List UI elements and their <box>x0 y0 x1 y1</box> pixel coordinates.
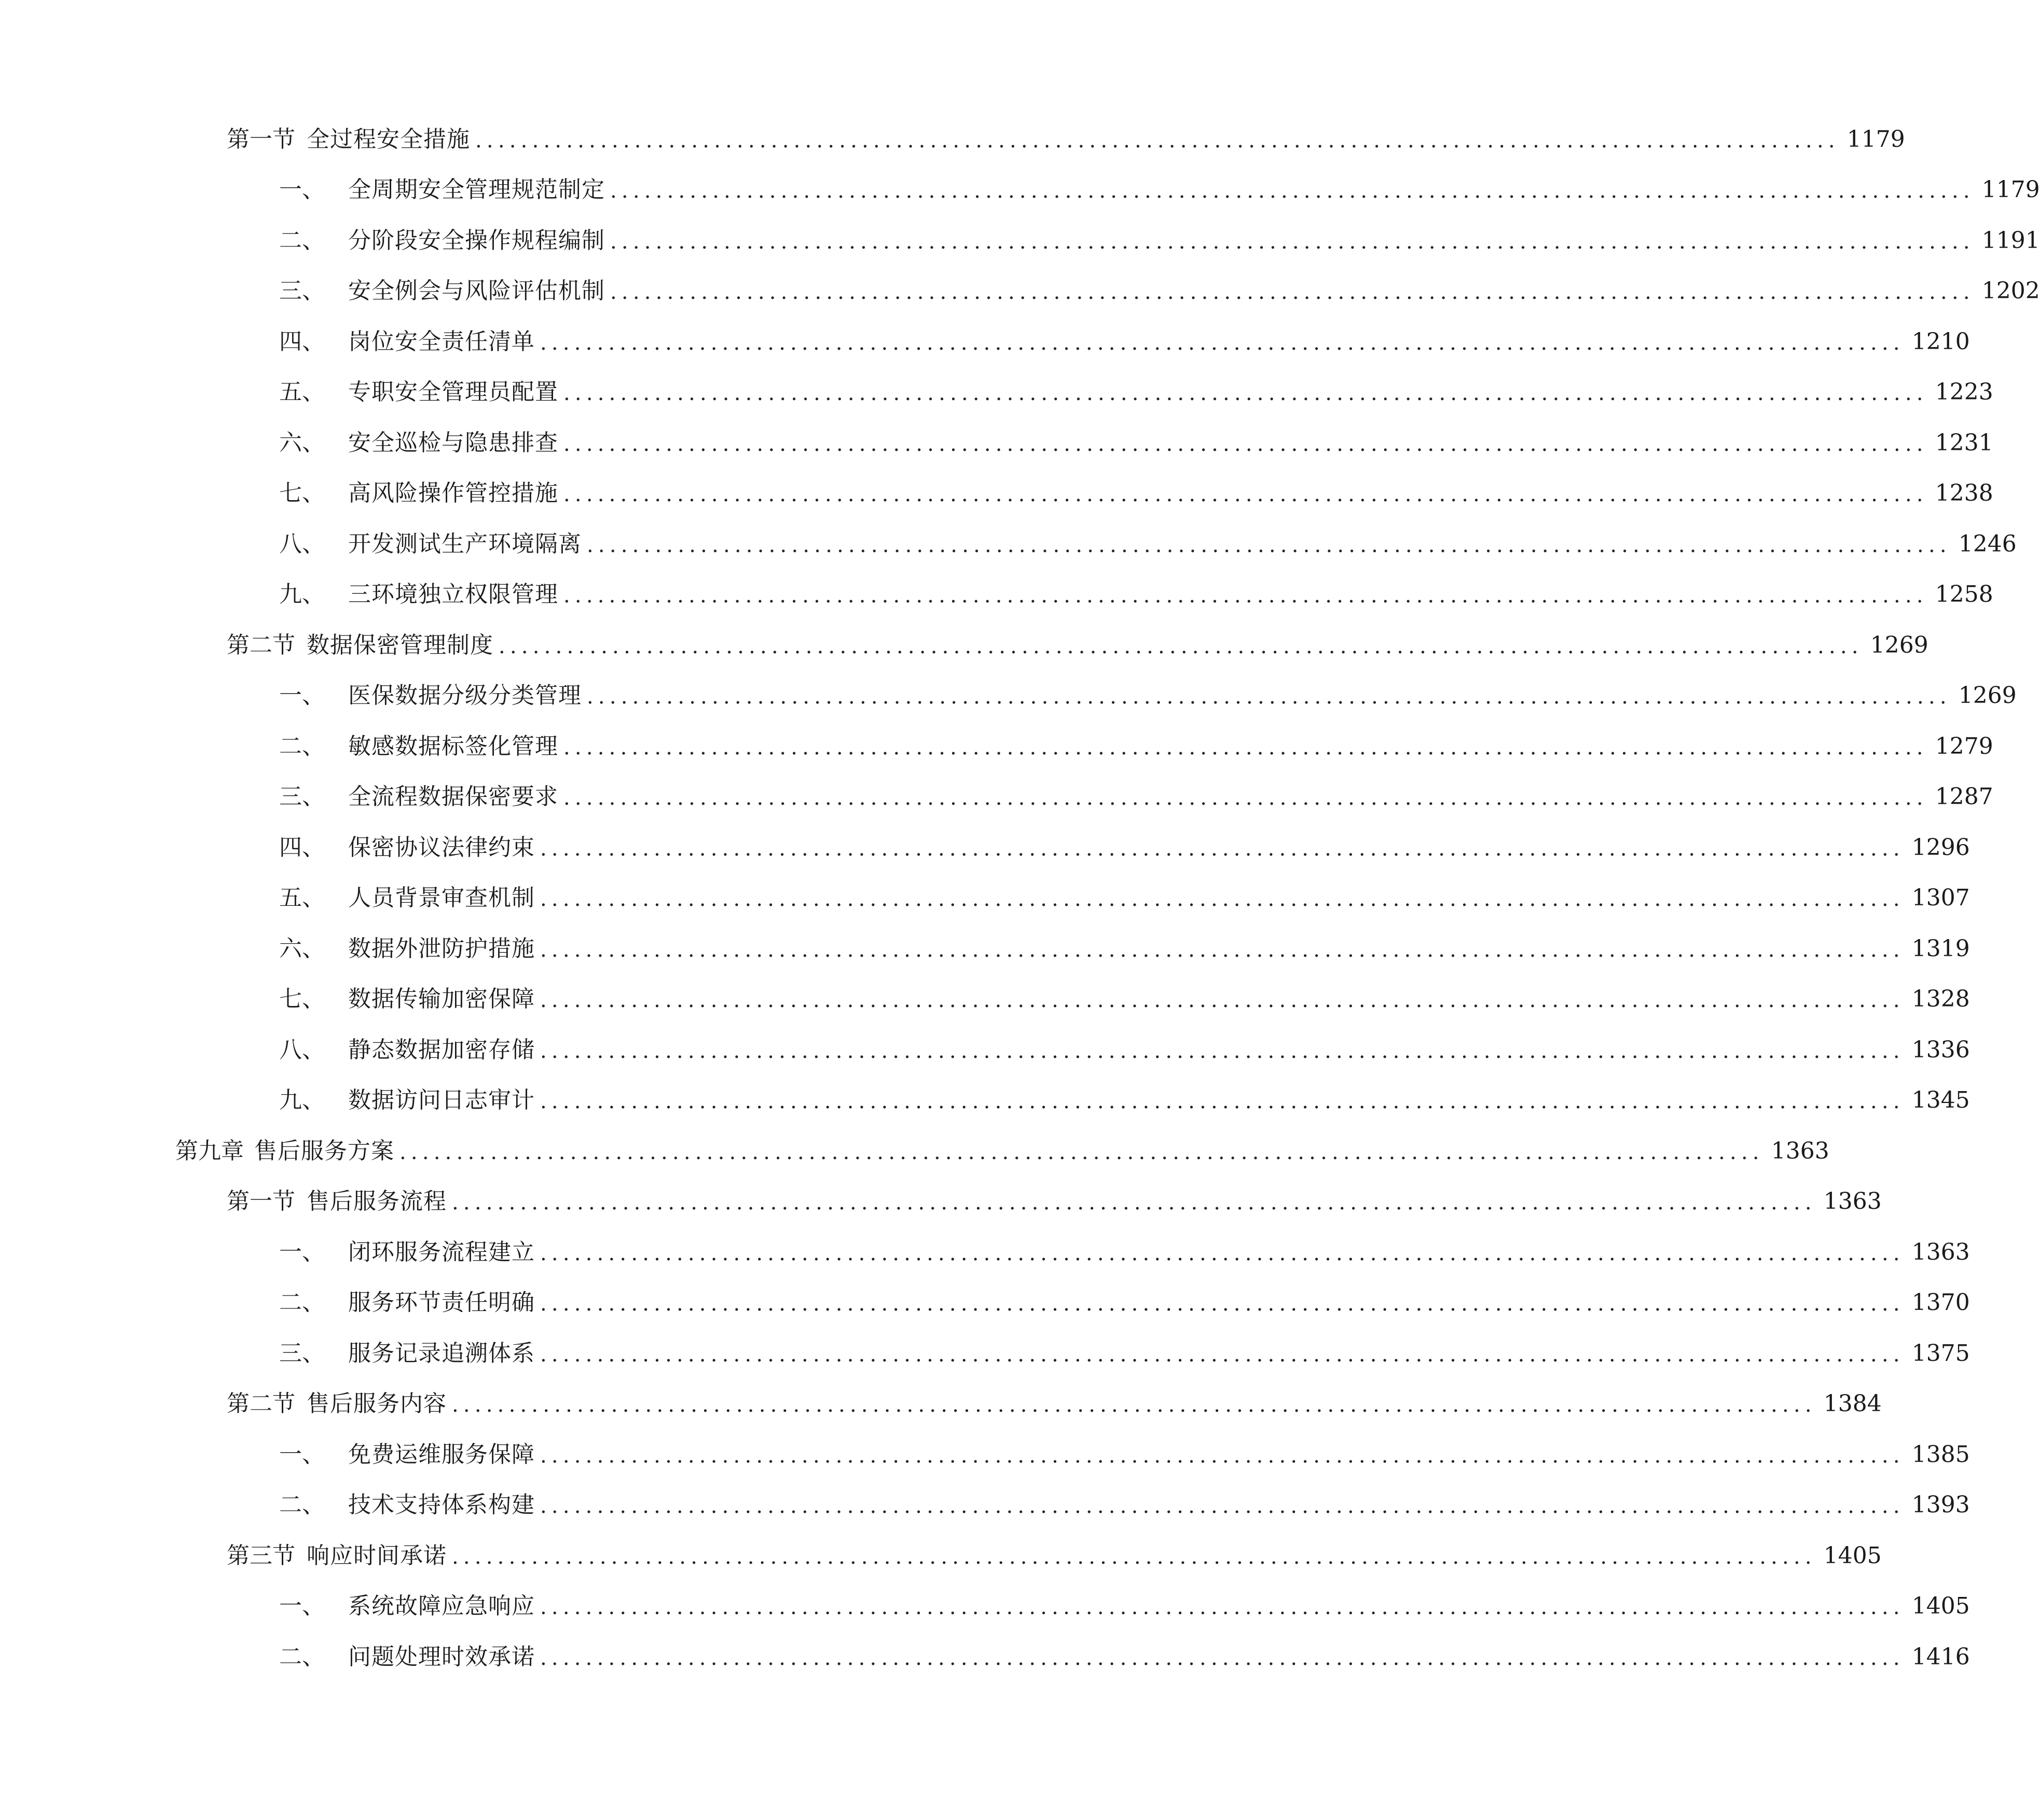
toc-entry-title: 敏感数据标签化管理 <box>348 733 558 760</box>
toc-entry-page: 1328 <box>1911 986 1970 1013</box>
toc-dot-leader: ........................................................................................................................ <box>452 1393 1816 1417</box>
toc-entry-number: 九、 <box>279 581 325 608</box>
toc-entry-number: 一、 <box>279 1238 325 1265</box>
table-of-contents <box>0 114 2040 1683</box>
toc-entry-number: 第二节 <box>227 1390 295 1417</box>
toc-entry-item[interactable] <box>0 316 1970 367</box>
toc-entry-number: 七、 <box>279 986 325 1013</box>
toc-entry-title: 全周期安全管理规范制定 <box>348 176 605 203</box>
toc-entry-number: 四、 <box>279 328 325 355</box>
toc-entry-item[interactable] <box>0 671 2017 722</box>
toc-entry-item[interactable] <box>0 570 1993 621</box>
toc-entry-item[interactable] <box>0 215 2040 266</box>
toc-entry-item[interactable] <box>0 519 2017 570</box>
toc-entry-section[interactable] <box>0 1379 1882 1430</box>
toc-entry-section[interactable] <box>0 1177 1882 1228</box>
toc-entry-title: 数据保密管理制度 <box>307 631 493 658</box>
toc-entry-item[interactable] <box>0 418 1993 468</box>
toc-entry-page: 1363 <box>1823 1188 1882 1215</box>
toc-entry-title: 人员背景审查机制 <box>348 885 535 912</box>
toc-entry-number: 五、 <box>279 379 325 406</box>
toc-entry-number: 二、 <box>279 1492 325 1519</box>
toc-entry-number: 八、 <box>279 530 325 557</box>
toc-entry-page: 1279 <box>1935 733 1993 760</box>
toc-entry-item[interactable] <box>0 266 2040 317</box>
toc-entry-number: 六、 <box>279 935 325 962</box>
toc-entry-number: 二、 <box>279 733 325 760</box>
toc-entry-title: 数据访问日志审计 <box>348 1087 535 1114</box>
toc-entry-number: 三、 <box>279 278 325 305</box>
toc-entry-chapter[interactable] <box>0 1126 1829 1177</box>
toc-dot-leader: ........................................................................................................................ <box>540 988 1905 1013</box>
toc-dot-leader: ........................................................................................................................ <box>475 128 1840 153</box>
toc-entry-item[interactable] <box>0 721 1993 772</box>
toc-entry-item[interactable] <box>0 1227 1970 1278</box>
toc-entry-page: 1238 <box>1935 480 1993 507</box>
toc-entry-page: 1223 <box>1935 379 1993 406</box>
toc-entry-item[interactable] <box>0 468 1993 519</box>
toc-entry-page: 1405 <box>1911 1593 1970 1620</box>
toc-entry-page: 1246 <box>1958 530 2017 557</box>
toc-dot-leader: ........................................................................................................................ <box>540 1342 1905 1367</box>
toc-entry-section[interactable] <box>0 620 1928 671</box>
toc-dot-leader: ........................................................................................................................ <box>563 482 1928 507</box>
toc-entry-number: 七、 <box>279 480 325 507</box>
toc-dot-leader: ........................................................................................................................ <box>399 1140 1764 1164</box>
toc-entry-number: 第二节 <box>227 631 295 658</box>
toc-entry-title: 三环境独立权限管理 <box>348 581 558 608</box>
toc-entry-item[interactable] <box>0 1076 1970 1126</box>
toc-entry-title: 服务记录追溯体系 <box>348 1340 535 1367</box>
toc-entry-section[interactable] <box>0 1531 1882 1581</box>
toc-entry-page: 1191 <box>1981 227 2040 254</box>
toc-entry-page: 1210 <box>1911 328 1970 355</box>
toc-entry-page: 1179 <box>1981 176 2040 203</box>
toc-entry-page: 1363 <box>1911 1238 1970 1265</box>
toc-entry-section[interactable] <box>0 114 1905 165</box>
toc-dot-leader: ........................................................................................................................ <box>610 229 1975 254</box>
toc-dot-leader: ........................................................................................................................ <box>540 330 1905 355</box>
toc-entry-number: 二、 <box>279 1289 325 1316</box>
toc-entry-page: 1179 <box>1846 126 1905 153</box>
toc-entry-page: 1336 <box>1911 1036 1970 1063</box>
toc-entry-number: 第一节 <box>227 126 295 153</box>
toc-entry-number: 五、 <box>279 885 325 912</box>
toc-entry-page: 1202 <box>1981 278 2040 305</box>
toc-entry-number: 四、 <box>279 834 325 861</box>
toc-entry-page: 1269 <box>1958 682 2017 709</box>
toc-entry-page: 1319 <box>1911 935 1970 962</box>
toc-entry-title: 售后服务方案 <box>254 1137 394 1164</box>
toc-entry-item[interactable] <box>0 367 1993 418</box>
toc-entry-item[interactable] <box>0 1581 1970 1632</box>
toc-entry-item[interactable] <box>0 873 1970 924</box>
toc-entry-title: 响应时间承诺 <box>307 1542 447 1569</box>
toc-dot-leader: ........................................................................................................................ <box>563 432 1928 456</box>
toc-entry-number: 三、 <box>279 1340 325 1367</box>
toc-entry-title: 服务环节责任明确 <box>348 1289 535 1316</box>
toc-dot-leader: ........................................................................................................................ <box>540 836 1905 861</box>
toc-entry-title: 闭环服务流程建立 <box>348 1238 535 1265</box>
toc-entry-title: 分阶段安全操作规程编制 <box>348 227 605 254</box>
toc-entry-item[interactable] <box>0 1429 1970 1480</box>
toc-entry-number: 一、 <box>279 176 325 203</box>
toc-dot-leader: ........................................................................................................................ <box>452 1191 1816 1215</box>
toc-dot-leader: ........................................................................................................................ <box>610 280 1975 305</box>
toc-entry-item[interactable] <box>0 1025 1970 1076</box>
toc-entry-number: 二、 <box>279 1643 325 1670</box>
toc-entry-item[interactable] <box>0 822 1970 873</box>
toc-entry-title: 全过程安全措施 <box>307 126 470 153</box>
toc-entry-title: 开发测试生产环境隔离 <box>348 530 582 557</box>
toc-entry-title: 售后服务流程 <box>307 1188 447 1215</box>
toc-entry-number: 第九章 <box>175 1137 244 1164</box>
toc-entry-number: 六、 <box>279 429 325 456</box>
toc-dot-leader: ........................................................................................................................ <box>499 634 1863 658</box>
toc-entry-title: 免费运维服务保障 <box>348 1441 535 1468</box>
toc-dot-leader: ........................................................................................................................ <box>540 1039 1905 1063</box>
toc-entry-item[interactable] <box>0 923 1970 974</box>
toc-entry-title: 静态数据加密存储 <box>348 1036 535 1063</box>
toc-entry-page: 1393 <box>1911 1492 1970 1519</box>
toc-dot-leader: ........................................................................................................................ <box>563 735 1928 760</box>
toc-entry-number: 第一节 <box>227 1188 295 1215</box>
toc-dot-leader: ........................................................................................................................ <box>540 1595 1905 1620</box>
toc-dot-leader: ........................................................................................................................ <box>563 786 1928 810</box>
toc-dot-leader: ........................................................................................................................ <box>563 584 1928 608</box>
toc-dot-leader: ........................................................................................................................ <box>610 179 1975 203</box>
toc-entry-number: 一、 <box>279 1441 325 1468</box>
toc-entry-title: 安全例会与风险评估机制 <box>348 278 605 305</box>
toc-entry-page: 1296 <box>1911 834 1970 861</box>
toc-entry-item[interactable] <box>0 1328 1970 1379</box>
toc-dot-leader: ........................................................................................................................ <box>540 1646 1905 1670</box>
toc-dot-leader: ........................................................................................................................ <box>587 533 1951 557</box>
toc-entry-number: 九、 <box>279 1087 325 1114</box>
toc-dot-leader: ........................................................................................................................ <box>540 937 1905 962</box>
toc-dot-leader: ........................................................................................................................ <box>540 1090 1905 1114</box>
toc-entry-item[interactable] <box>0 974 1970 1025</box>
toc-entry-item[interactable] <box>0 165 2040 216</box>
toc-entry-title: 高风险操作管控措施 <box>348 480 558 507</box>
toc-entry-title: 医保数据分级分类管理 <box>348 682 582 709</box>
toc-entry-number: 一、 <box>279 1593 325 1620</box>
toc-entry-title: 安全巡检与隐患排查 <box>348 429 558 456</box>
toc-dot-leader: ........................................................................................................................ <box>540 1292 1905 1316</box>
toc-entry-page: 1416 <box>1911 1643 1970 1670</box>
toc-entry-title: 岗位安全责任清单 <box>348 328 535 355</box>
toc-entry-title: 数据外泄防护措施 <box>348 935 535 962</box>
toc-dot-leader: ........................................................................................................................ <box>540 1241 1905 1265</box>
toc-entry-item[interactable] <box>0 1632 1970 1683</box>
toc-entry-number: 第三节 <box>227 1542 295 1569</box>
toc-dot-leader: ........................................................................................................................ <box>452 1545 1816 1569</box>
toc-entry-title: 技术支持体系构建 <box>348 1492 535 1519</box>
toc-dot-leader: ........................................................................................................................ <box>540 1443 1905 1468</box>
toc-entry-number: 八、 <box>279 1036 325 1063</box>
toc-entry-page: 1307 <box>1911 885 1970 912</box>
toc-entry-page: 1287 <box>1935 783 1993 810</box>
toc-entry-number: 一、 <box>279 682 325 709</box>
toc-entry-page: 1269 <box>1870 631 1928 658</box>
toc-entry-title: 全流程数据保密要求 <box>348 783 558 810</box>
toc-entry-page: 1363 <box>1771 1137 1829 1164</box>
toc-entry-title: 系统故障应急响应 <box>348 1593 535 1620</box>
toc-entry-page: 1345 <box>1911 1087 1970 1114</box>
toc-entry-title: 售后服务内容 <box>307 1390 447 1417</box>
toc-entry-title: 数据传输加密保障 <box>348 986 535 1013</box>
toc-entry-title: 问题处理时效承诺 <box>348 1643 535 1670</box>
toc-entry-number: 二、 <box>279 227 325 254</box>
toc-dot-leader: ........................................................................................................................ <box>563 381 1928 406</box>
toc-entry-page: 1375 <box>1911 1340 1970 1367</box>
toc-entry-page: 1370 <box>1911 1289 1970 1316</box>
toc-entry-page: 1258 <box>1935 581 1993 608</box>
toc-entry-page: 1385 <box>1911 1441 1970 1468</box>
toc-entry-item[interactable] <box>0 1278 1970 1329</box>
toc-entry-title: 专职安全管理员配置 <box>348 379 558 406</box>
toc-entry-page: 1405 <box>1823 1542 1882 1569</box>
toc-entry-number: 三、 <box>279 783 325 810</box>
toc-entry-item[interactable] <box>0 1480 1970 1531</box>
toc-dot-leader: ........................................................................................................................ <box>540 887 1905 912</box>
toc-dot-leader: ........................................................................................................................ <box>540 1494 1905 1519</box>
toc-entry-title: 保密协议法律约束 <box>348 834 535 861</box>
toc-entry-item[interactable] <box>0 772 1993 823</box>
toc-entry-page: 1231 <box>1935 429 1993 456</box>
toc-entry-page: 1384 <box>1823 1390 1882 1417</box>
toc-dot-leader: ........................................................................................................................ <box>587 685 1951 709</box>
